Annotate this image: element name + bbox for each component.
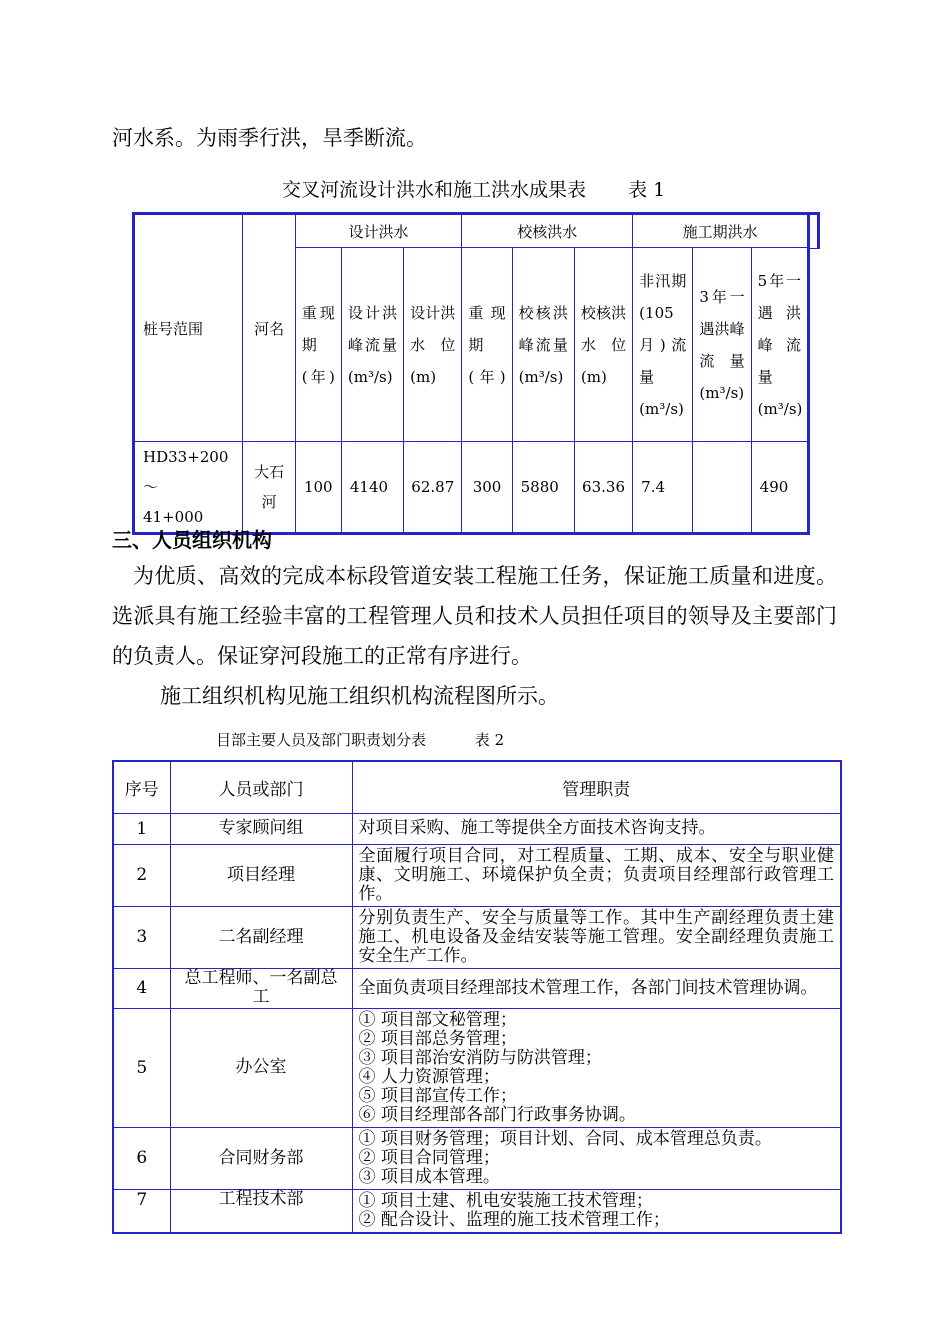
- cell-three-year: [693, 442, 751, 534]
- row-number: 5: [113, 1008, 170, 1127]
- row-department: 工程技术部: [170, 1189, 352, 1233]
- header-five-year: 5年一遇洪峰流量(m³/s): [751, 248, 808, 442]
- row-department: 专家顾问组: [170, 813, 352, 844]
- duty-line: 对项目采购、施工等提供全方面技术咨询支持。: [358, 818, 716, 838]
- cell-check-peak: 5880: [512, 442, 574, 534]
- row-number: 1: [113, 813, 170, 844]
- header-design-return-period: 重现期(年): [295, 248, 341, 442]
- table-row: [113, 906, 841, 968]
- header-river: 河名: [243, 214, 295, 442]
- duty-line: ② 项目合同管理；: [358, 1147, 500, 1168]
- duty-table-body: [113, 813, 841, 1233]
- row-duty: [352, 906, 841, 968]
- table-row: [113, 1127, 841, 1189]
- header-design-flood: 设计洪水: [295, 214, 462, 248]
- row-department: 办公室: [170, 1008, 352, 1127]
- section-heading: 三、人员组织机构: [112, 528, 272, 552]
- row-number: 3: [113, 906, 170, 968]
- header-check-flood: 校核洪水: [462, 214, 633, 248]
- row-number: 6: [113, 1127, 170, 1189]
- flood-table-container: [132, 212, 820, 535]
- flood-table: [132, 212, 810, 535]
- cell-design-level: 62.87: [404, 442, 462, 534]
- table-row: [113, 1008, 841, 1127]
- cell-check-return-period: 300: [462, 442, 512, 534]
- table2-caption: [216, 729, 504, 750]
- table-border-extension: [808, 212, 820, 249]
- row-number: 7: [113, 1189, 170, 1233]
- header-check-return-period: 重现期(年): [462, 248, 512, 442]
- duty-table: [112, 760, 842, 1234]
- duty-line: ① 项目财务管理；项目计划、合同、成本管理总负责。: [358, 1128, 772, 1149]
- table-row: [113, 1189, 841, 1233]
- duty-line: ① 项目土建、机电安装施工技术管理；: [358, 1190, 653, 1211]
- table2-title: 目部主要人员及部门职责划分表: [216, 731, 427, 749]
- table-row: [113, 844, 841, 906]
- duty-line: ④ 人力资源管理；: [358, 1066, 500, 1087]
- header-three-year: 3年一遇洪峰流量(m³/s): [693, 248, 751, 442]
- cell-five-year: 490: [751, 442, 808, 534]
- duty-line: ⑤ 项目部宣传工作；: [358, 1085, 517, 1106]
- cell-design-peak: 4140: [341, 442, 403, 534]
- table-row: [134, 442, 809, 534]
- duty-line: ② 项目部总务管理；: [358, 1028, 517, 1049]
- row-duty: [352, 1127, 841, 1189]
- row-duty: [352, 1189, 841, 1233]
- table2-number: 表 2: [474, 731, 505, 749]
- row-department: 总工程师、一名副总工: [170, 968, 352, 1008]
- row-duty: [352, 844, 841, 906]
- table1-number: 表 1: [628, 179, 666, 201]
- duty-line: 全面履行项目合同，对工程质量、工期、成本、安全与职业健康、文明施工、环境保护负全责；负责项目经理部行政管理工作。: [358, 845, 834, 904]
- header-design-peak: 设计洪峰流量(m³/s): [341, 248, 403, 442]
- duty-line: ③ 项目部治安消防与防洪管理；: [358, 1047, 602, 1068]
- header-dept: 人员或部门: [170, 761, 352, 813]
- header-design-level: 设计洪水位(m): [404, 248, 462, 442]
- row-number: 2: [113, 844, 170, 906]
- header-non-flood-flow: 非汛期(105月)流量(m³/s): [633, 248, 693, 442]
- table-row: [113, 813, 841, 844]
- section-paragraph-2: 施工组织机构见施工组织机构流程图所示。: [160, 684, 559, 708]
- row-department: 项目经理: [170, 844, 352, 906]
- header-pile-range: 桩号范围: [134, 214, 243, 442]
- cell-design-return-period: 100: [295, 442, 341, 534]
- duty-line: 全面负责项目经理部技术管理工作，各部门间技术管理协调。: [358, 977, 818, 998]
- row-duty: [352, 968, 841, 1008]
- header-no: 序号: [113, 761, 170, 813]
- header-construction-flood: 施工期洪水: [633, 214, 809, 248]
- section-paragraph-1: 为优质、高效的完成本标段管道安装工程施工任务，保证施工质量和进度。选派具有施工经验丰富的工程管理人员和技术人员担任项目的领导及主要部门的负责人。保证穿河段施工的正常有序进行。: [112, 564, 837, 668]
- duty-line: ③ 项目成本管理。: [358, 1166, 500, 1187]
- duty-line: ① 项目部文秘管理；: [358, 1009, 517, 1030]
- cell-river: 大石 河: [243, 442, 295, 534]
- cell-pile-range: HD33+200～ 41+000: [134, 442, 243, 534]
- row-number: 4: [113, 968, 170, 1008]
- header-check-peak: 校核洪峰流量(m³/s): [512, 248, 574, 442]
- duty-line: 分别负责生产、安全与质量等工作。其中生产副经理负责土建施工、机电设备及金结安装等施工管理。安全副经理负责施工安全生产工作。: [358, 907, 834, 966]
- row-department: 合同财务部: [170, 1127, 352, 1189]
- header-check-level: 校核洪水位(m): [574, 248, 632, 442]
- table1-title: 交叉河流设计洪水和施工洪水成果表: [282, 179, 587, 201]
- row-department: 二名副经理: [170, 906, 352, 968]
- row-duty: [352, 813, 841, 844]
- table1-caption: [282, 175, 665, 202]
- row-duty: [352, 1008, 841, 1127]
- intro-text: 河水系。为雨季行洪，旱季断流。: [112, 126, 427, 150]
- table-row: [113, 968, 841, 1008]
- duty-line: ② 配合设计、监理的施工技术管理工作；: [358, 1209, 670, 1230]
- cell-check-level: 63.36: [574, 442, 632, 534]
- cell-non-flood-flow: 7.4: [633, 442, 693, 534]
- duty-line: ⑥ 项目经理部各部门行政事务协调。: [358, 1104, 636, 1125]
- header-duty: 管理职责: [352, 761, 841, 813]
